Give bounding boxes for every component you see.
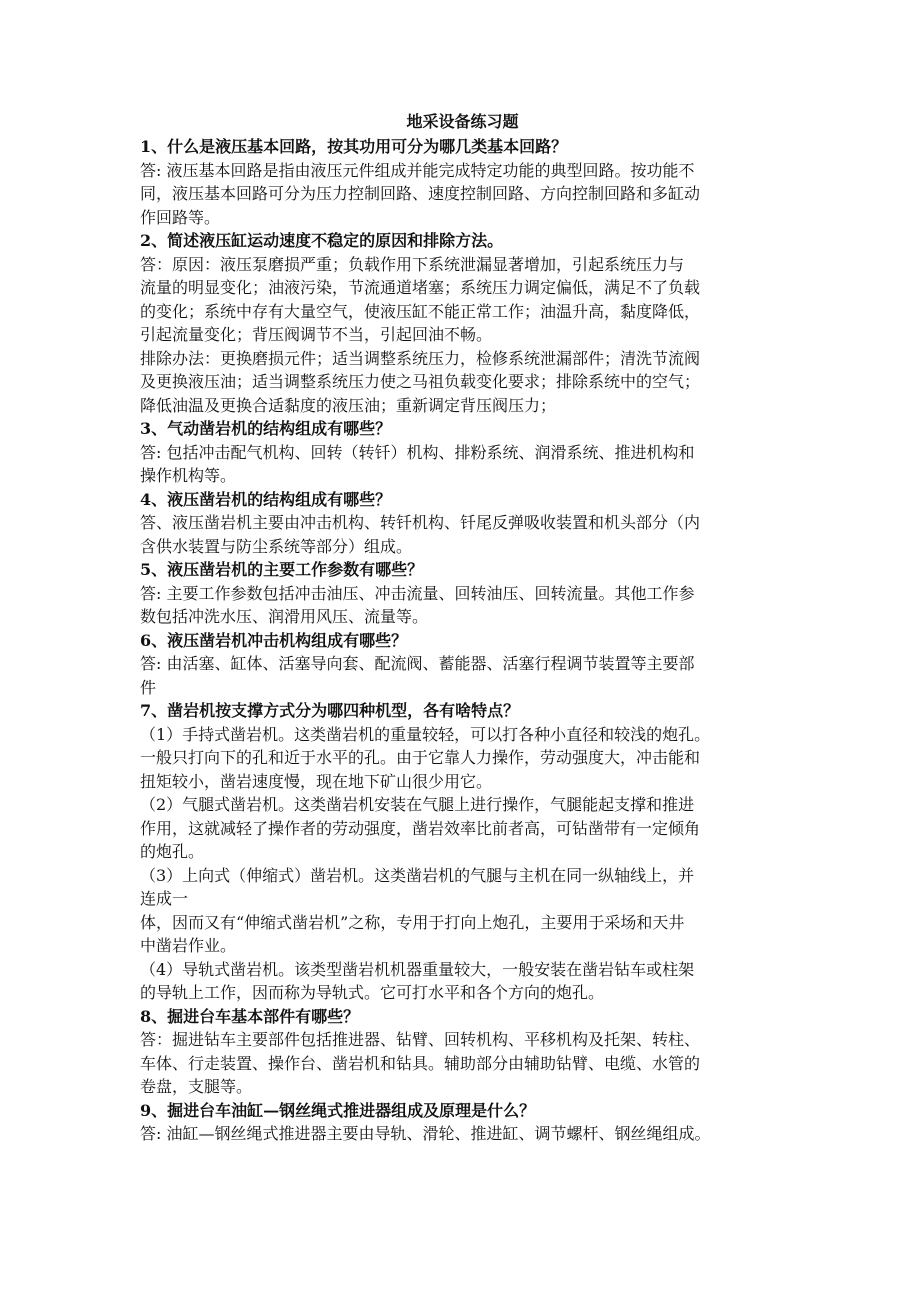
answer-line: 引起流量变化；背压阀调节不当，引起回油不畅。: [140, 325, 493, 344]
answer-line: 答: 液压基本回路是指由液压元件组成并能完成特定功能的典型回路。按功能不: [140, 160, 695, 180]
document-title: 地采设备练习题: [406, 112, 519, 131]
answer-line: 及更换液压油；适当调整系统压力使之马祖负载变化要求；排除系统中的空气；: [140, 372, 701, 391]
answer-line: 答：掘进钻车主要部件包括推进器、钻臂、回转机构、平移机构及托架、转柱、: [140, 1030, 701, 1049]
answer-line: （3）上向式（伸缩式）凿岩机。这类凿岩机的气腿与主机在同一纵轴线上，并: [140, 865, 695, 885]
answer-line: 中凿岩作业。: [140, 936, 237, 955]
answer-line: 连成一: [140, 889, 189, 908]
answer-line: 车体、行走装置、操作台、凿岩机和钻具。辅助部分由辅助钻臂、电缆、水管的: [140, 1053, 701, 1073]
answer-line: 的导轨上工作，因而称为导轨式。它可打水平和各个方向的炮孔。: [140, 983, 605, 1002]
question-heading: 7、凿岩机按支撑方式分为哪四种机型，各有啥特点？: [140, 701, 520, 720]
answer-line: 的变化；系统中存有大量空气，使液压缸不能正常工作；油温升高，黏度降低，: [140, 301, 701, 321]
answer-line: （1）手持式凿岩机。这类凿岩机的重量较轻，可以打各种小直径和较浅的炮孔。: [140, 724, 711, 744]
answer-line: 卷盘，支腿等。: [140, 1077, 253, 1096]
document-body: [140, 135, 785, 1146]
answer-line: 含供水装置与防尘系统等部分）组成。: [140, 536, 413, 556]
answer-line: 操作机构等。: [140, 466, 237, 485]
answer-line: 降低油温及更换合适黏度的液压油；重新调定背压阀压力；: [140, 395, 557, 415]
answer-line: 作用，这就减轻了操作者的劳动强度，凿岩效率比前者高，可钻凿带有一定倾角: [140, 818, 701, 838]
answer-line: 答: 主要工作参数包括冲击油压、冲击流量、回转油压、回转流量。其他工作参: [140, 583, 695, 603]
question-heading: 2、简述液压缸运动速度不稳定的原因和排除方法。: [140, 231, 504, 250]
answer-line: 排除办法：更换磨损元件；适当调整系统压力，检修系统泄漏部件；清洗节流阀: [140, 348, 701, 368]
answer-line: 答: 油缸—钢丝绳式推进器主要由导轨、滑轮、推进缸、调节螺杆、钢丝绳组成。: [140, 1124, 711, 1143]
question-heading: 1、什么是液压基本回路，按其功用可分为哪几类基本回路？: [140, 137, 568, 156]
question-heading: 3、气动凿岩机的结构组成有哪些？: [140, 419, 392, 438]
answer-line: 答、液压凿岩机主要由冲击机构、转钎机构、钎尾反弹吸收装置和机头部分（内: [140, 513, 701, 532]
question-heading: 6、液压凿岩机冲击机构组成有哪些？: [140, 630, 408, 650]
answer-line: 体，因而又有“伸缩式凿岩机”之称，专用于打向上炮孔，主要用于采场和天井: [140, 912, 685, 932]
question-heading: 8、掘进台车基本部件有哪些？: [140, 1006, 360, 1026]
answer-line: 答：原因：液压泵磨损严重；负载作用下系统泄漏显著增加，引起系统压力与: [140, 254, 685, 274]
answer-line: 答: 由活塞、缸体、活塞导向套、配流阀、蓄能器、活塞行程调节装置等主要部: [140, 654, 695, 673]
answer-line: 件: [140, 677, 157, 697]
answer-line: （2）气腿式凿岩机。这类凿岩机安装在气腿上进行操作，气腿能起支撑和推进: [140, 795, 695, 814]
answer-line: 的炮孔。: [140, 842, 205, 861]
question-heading: 9、掘进台车油缸—钢丝绳式推进器组成及原理是什么？: [140, 1100, 536, 1120]
answer-line: 扭矩较小，凿岩速度慢，现在地下矿山很少用它。: [140, 771, 493, 791]
answer-line: 数包括冲洗水压、润滑用风压、流量等。: [140, 607, 429, 626]
answer-line: 作回路等。: [140, 207, 221, 227]
answer-line: 一般只打向下的孔和近于水平的孔。由于它靠人力操作，劳动强度大，冲击能和: [140, 748, 701, 767]
answer-line: 答: 包括冲击配气机构、回转（转钎）机构、排粉系统、润滑系统、推进机构和: [140, 442, 695, 462]
document-page: [140, 108, 785, 1146]
answer-line: （4）导轨式凿岩机。该类型凿岩机机器重量较大，一般安装在凿岩钻车或柱架: [140, 959, 695, 979]
answer-line: 流量的明显变化；油液污染，节流通道堵塞；系统压力调定偏低，满足不了负载: [140, 278, 701, 297]
question-heading: 4、液压凿岩机的结构组成有哪些？: [140, 489, 392, 509]
question-heading: 5、液压凿岩机的主要工作参数有哪些？: [140, 560, 424, 579]
answer-line: 同，液压基本回路可分为压力控制回路、速度控制回路、方向控制回路和多缸动: [140, 184, 701, 203]
